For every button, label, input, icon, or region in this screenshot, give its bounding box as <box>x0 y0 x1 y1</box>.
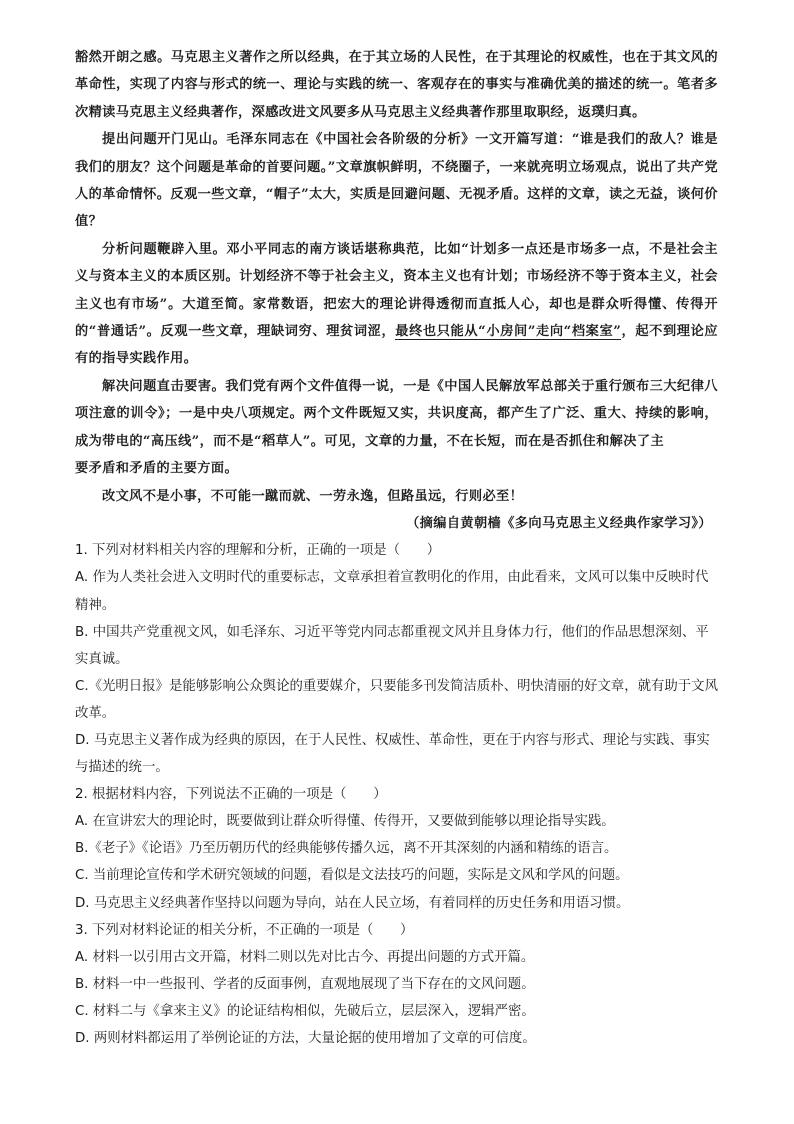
reading-material <box>75 44 718 537</box>
option-a: A. 作为人类社会进入文明时代的重要标志，文章承担着宣教明化的作用，由此看来，文风可以集中反映时代精神。 <box>75 570 709 613</box>
question-3 <box>75 917 718 1052</box>
material-text: ，起不到理论应有的指导实践作用。 <box>75 324 718 367</box>
option-d: D. 两则材料都运用了举例论证的方法，大量论据的使用增加了文章的可信度。 <box>75 1031 536 1046</box>
option-b: B. 中国共产党重视文风，如毛泽东、习近平等党内同志都重视文风并且身体力行，他们的作品思想深刻、平实真诚。 <box>75 624 709 667</box>
questions-section <box>75 537 718 1052</box>
option-d: D. 马克思主义经典著作坚持以问题为导向，站在人民立场，有着同样的历史任务和用语习惯。 <box>75 895 630 911</box>
question-2 <box>75 781 718 916</box>
material-paragraph <box>75 236 718 373</box>
material-paragraph: 豁然开朗之感。马克思主义著作之所以经典，在于其立场的人民性，在于其理论的权威性，也在于其文风的革命性，实现了内容与形式的统一、理论与实践的统一、客观存在的事实与准确优美的描述的统一。笔者多次精读马克思主义经典著作，深感改进文风要多从马克思主义经典著作那里取职经，返璞归真。 <box>75 50 718 120</box>
source-citation: （摘编自黄朝樯《多向马克思主义经典作家学习》） <box>406 515 712 531</box>
option-a: A. 材料一以引用古文开篇，材料二则以先对比古今、再提出问题的方式开篇。 <box>75 949 535 965</box>
option-b: B.《老子》《论语》乃至历朝历代的经典能够传播久远，离不开其深刻的内涵和精练的语言。 <box>75 841 618 857</box>
option-c: C. 材料二与《拿来主义》的论证结构相似，先破后立，层层深入，逻辑严密。 <box>75 1003 535 1019</box>
underlined-sentence: 最终也只能从“小房间”走向“档案室” <box>395 324 622 340</box>
option-a: A. 在宣讲宏大的理论时，既要做到让群众听得懂、传得开，又要做到能够以理论指导实践。 <box>75 814 615 830</box>
question-stem: 1. 下列对材料相关内容的理解和分析，正确的一项是（ ） <box>75 543 441 559</box>
material-text: 分析问题鞭辟入里。邓小平同志的南方谈话堪称典范，比如“计划多一点还是市场多一点，不是社会主义与资本主义的本质区别。计划经济不等于社会主义，资本主义也有计划；市场经济不等于资本主义，社会主义也有市场”。大道至简。家常数语，把宏大的理论讲得透彻而直抵人心，却也是群众听得懂、传得开的“普通话”。反观一些文章，理缺词穷、理贫词涩， <box>75 241 718 340</box>
material-paragraph: 提出问题开门见山。毛泽东同志在《中国社会各阶级的分析》一文开篇写道：“谁是我们的敌人？谁是我们的朋友？这个问题是革命的首要问题。”文章旗帜鲜明，不绕圈子，一来就亮明立场观点，说出了共产党人的革命情怀。反观一些文章，“帽子”太大，实质是回避问题、无视矛盾。这样的文章，读之无益，谈何价值？ <box>75 132 718 230</box>
material-paragraph: 改文风不是小事，不可能一蹴而就、一劳永逸，但路虽远，行则必至！ <box>102 488 524 504</box>
option-b: B. 材料一中一些报刊、学者的反面事例，直观地展现了当下存在的文风问题。 <box>75 976 535 992</box>
question-stem: 2. 根据材料内容，下列说法不正确的一项是（ ） <box>75 787 387 803</box>
option-c: C. 当前理论宣传和学术研究领域的问题，看似是文法技巧的问题，实际是文风和学风的问题。 <box>75 868 629 884</box>
option-d: D. 马克思主义著作成为经典的原因，在于人民性、权威性、革命性，更在于内容与形式、理论与实践、事实与描述的统一。 <box>75 732 710 776</box>
material-paragraph: 要矛盾和矛盾的主要方面。 <box>75 461 239 477</box>
question-1 <box>75 537 718 781</box>
option-c: C.《光明日报》是能够影响公众舆论的重要媒介，只要能多刊发简洁质朴、明快清丽的好文章，就有助于文风改革。 <box>75 678 718 721</box>
material-paragraph: 解决问题直击要害。我们党有两个文件值得一说，一是《中国人民解放军总部关于重行颁布三大纪律八项注意的训令》；一是中央八项规定。两个文件既短又实，共识度高，都产生了广泛、重大、持续的影响，成为带电的“高压线”，而不是“稻草人”。可见，文章的力量，不在长短，而在是否抓住和解决了主 <box>75 378 718 449</box>
question-stem: 3. 下列对材料论证的相关分析，不正确的一项是（ ） <box>75 922 414 938</box>
